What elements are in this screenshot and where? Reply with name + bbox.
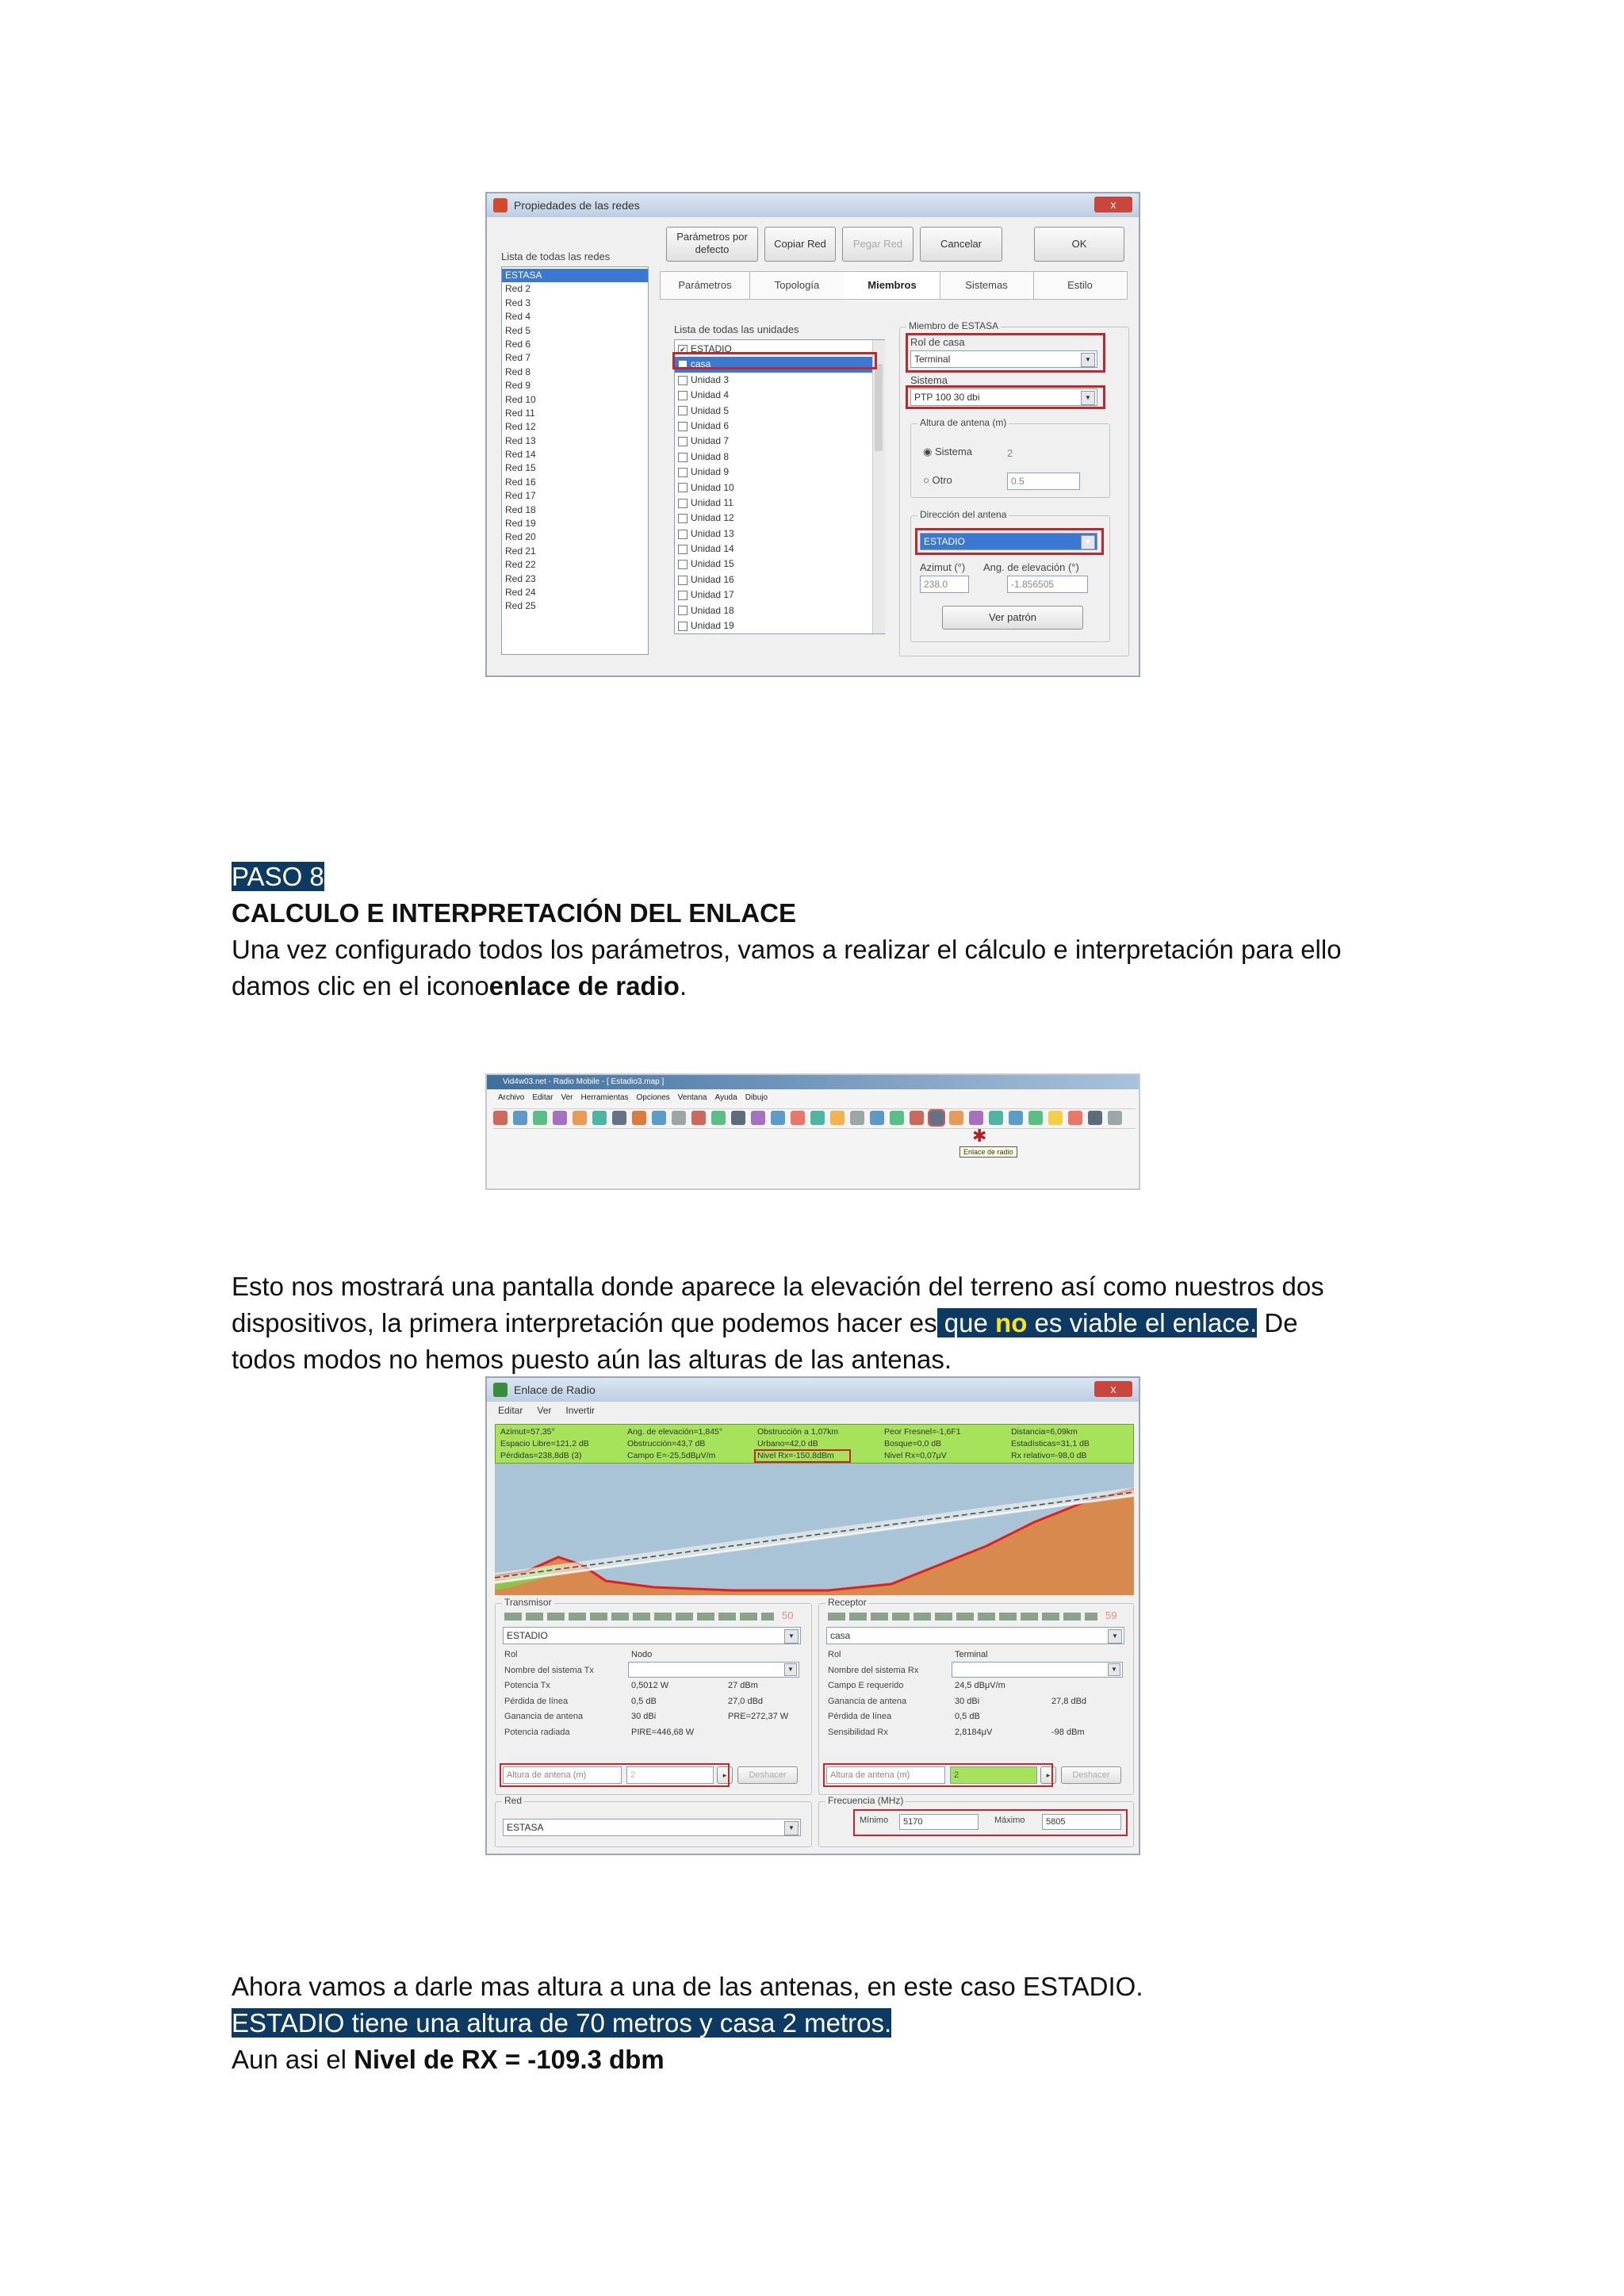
network-list-item[interactable]: Red 23 [505, 572, 536, 584]
toolbar-icon[interactable] [791, 1111, 805, 1125]
stat-value: Obstrucción a 1,07km [757, 1427, 839, 1437]
link-menu-item-1[interactable]: Ver [537, 1405, 552, 1416]
property-label: Ganancia de antena [828, 1696, 907, 1706]
stat-value: Distancia=6,09km [1011, 1427, 1078, 1437]
checkbox[interactable]: ✔ [678, 345, 688, 354]
unit-label: Unidad 8 [691, 450, 730, 462]
toolbar-title-bar [487, 1075, 1139, 1089]
stats-column-4 [884, 1426, 961, 1462]
property-value: Nodo [631, 1650, 653, 1659]
app-icon [493, 198, 508, 212]
network-list-item[interactable]: Red 19 [505, 518, 536, 530]
unit-list-item[interactable] [675, 496, 884, 511]
window-title-bar [487, 193, 1139, 217]
toolbar-icon[interactable] [949, 1111, 963, 1125]
highlight-role [906, 333, 1105, 373]
menu-item-4[interactable]: Opciones [636, 1093, 670, 1102]
paragraph-3-line-2: ESTADIO tiene una altura de 70 metros y casa 2 metros. [232, 2008, 892, 2038]
unit-list-item[interactable] [675, 572, 884, 587]
property-label: Rol [828, 1650, 841, 1659]
toolbar-icon[interactable] [929, 1111, 944, 1125]
property-row [826, 1709, 1128, 1725]
unit-list-item[interactable] [675, 388, 884, 403]
view-pattern-button[interactable]: Ver patrón [942, 606, 1083, 629]
rx-signal-meter [828, 1613, 1097, 1621]
network-list-item[interactable]: Red 11 [505, 407, 535, 419]
chevron-down-icon: ▼ [1081, 391, 1095, 405]
network-list-item[interactable]: Red 5 [505, 324, 531, 336]
azimuth-label: Azimut (°) [920, 561, 966, 573]
menu-item-2[interactable]: Ver [561, 1093, 573, 1102]
paragraph-2-line-3: todos modos no hemos puesto aún las alturas de las antenas. [232, 1345, 952, 1374]
checkbox[interactable] [678, 591, 688, 600]
tab-systems[interactable]: Sistemas [940, 272, 1034, 299]
unit-list-item[interactable] [675, 603, 884, 618]
toolbar-icon[interactable] [632, 1111, 646, 1125]
tab-style[interactable]: Estilo [1067, 279, 1093, 291]
highlight-system [906, 385, 1105, 409]
unit-list-item[interactable] [675, 587, 884, 603]
property-label: Rol [504, 1650, 518, 1659]
property-extra: 27 dBm [728, 1681, 758, 1690]
unit-label: Unidad 19 [691, 620, 734, 632]
property-value: 24,5 dBμV/m [955, 1681, 1005, 1690]
stats-column-1 [500, 1426, 589, 1462]
highlight-tx-height [500, 1763, 730, 1787]
tab-parameters[interactable]: Parámetros [661, 272, 750, 299]
checkbox[interactable]: ✔ [678, 360, 688, 369]
menu-item-1[interactable]: Editar [532, 1093, 553, 1102]
toolbar-icon[interactable] [672, 1111, 686, 1125]
checkbox[interactable] [678, 606, 688, 615]
ok-button[interactable]: OK [1034, 227, 1124, 262]
property-row [826, 1678, 1128, 1694]
network-list-item[interactable]: Red 12 [505, 421, 536, 433]
radio-mobile-toolbar-window [485, 1073, 1140, 1190]
paragraph-3-line-1: Ahora vamos a darle mas altura a una de las antenas, en este caso ESTADIO. [232, 1972, 1143, 2001]
system-select[interactable]: PTP 100 30 dbi ▼ [910, 388, 1097, 406]
network-list-item[interactable]: Red 10 [505, 393, 536, 405]
network-list-item[interactable]: ESTASA [502, 269, 648, 282]
toolbar-icon[interactable] [652, 1111, 666, 1125]
units-scrollbar[interactable] [872, 340, 885, 633]
tab-strip [660, 271, 1128, 300]
checkbox[interactable] [678, 560, 688, 569]
network-list-item[interactable]: Red 9 [505, 380, 531, 392]
property-label: Sensibilidad Rx [828, 1727, 888, 1737]
property-row [503, 1678, 804, 1694]
network-list-item[interactable]: Red 2 [505, 283, 531, 295]
highlight-rx-height [823, 1763, 1053, 1787]
elevation-field: -1.856505 [1007, 576, 1088, 593]
checkbox[interactable] [678, 437, 688, 446]
link-menu-bar [498, 1403, 609, 1418]
toolbar-icon[interactable] [1088, 1111, 1102, 1125]
toolbar-icon[interactable] [592, 1111, 607, 1125]
stat-value: Estadísticas=31,1 dB [1011, 1439, 1090, 1448]
checkbox[interactable] [678, 453, 688, 462]
property-row [503, 1694, 804, 1710]
unit-label: Unidad 9 [691, 466, 730, 478]
menu-item-7[interactable]: Dibujo [745, 1093, 768, 1102]
tx-height-label: Altura de antena (m) [503, 1766, 622, 1784]
toolbar-icon[interactable] [830, 1111, 845, 1125]
checkbox[interactable] [678, 468, 688, 477]
step-label: PASO 8 [232, 862, 324, 891]
stat-value: Espacio Libre=121,2 dB [500, 1439, 589, 1448]
property-row [826, 1647, 1128, 1663]
unit-label: Unidad 11 [691, 496, 733, 508]
paste-network-button[interactable]: Pegar Red [842, 227, 914, 262]
chevron-down-icon: ▼ [784, 1663, 797, 1676]
toolbar-icon[interactable] [910, 1111, 924, 1125]
unit-label: Unidad 13 [691, 527, 734, 539]
checkbox[interactable] [678, 422, 688, 431]
network-list-item[interactable]: Red 7 [505, 352, 531, 364]
property-label: Campo E requerido [828, 1681, 904, 1690]
checkbox[interactable] [678, 376, 688, 385]
property-value: 2,8184μV [955, 1727, 993, 1737]
stat-value: Obstrucción=43,7 dB [627, 1439, 706, 1448]
property-value: Terminal [955, 1650, 988, 1659]
property-value: 0,5 dB [631, 1696, 657, 1706]
menu-item-3[interactable]: Herramientas [580, 1093, 629, 1102]
unit-list-item[interactable] [675, 618, 884, 633]
network-list[interactable] [501, 266, 649, 655]
stat-value: Pérdidas=238,8dB (3) [500, 1451, 582, 1460]
checkbox[interactable] [678, 530, 688, 539]
unit-label: Unidad 18 [691, 604, 734, 616]
rx-unit-select[interactable]: casa ▼ [826, 1627, 1124, 1644]
transmitter-label: Transmisor [502, 1597, 554, 1608]
property-value: 30 dBi [631, 1712, 657, 1721]
toolbar-icon[interactable] [771, 1111, 785, 1125]
scrollbar-thumb[interactable] [875, 364, 883, 451]
toolbar-icon[interactable] [533, 1111, 547, 1125]
property-row [503, 1647, 804, 1663]
network-list-item[interactable]: Red 24 [505, 586, 536, 598]
unit-list-item[interactable] [675, 373, 884, 388]
network-list-item[interactable]: Red 22 [505, 559, 536, 571]
unit-label: Unidad 12 [691, 512, 734, 524]
other-height-input[interactable]: 0.5 [1007, 473, 1080, 490]
role-select[interactable]: Terminal ▼ [910, 350, 1097, 368]
unit-list-item[interactable] [675, 465, 884, 480]
system-label: Sistema [910, 374, 948, 386]
tab-topology[interactable]: Topología [749, 272, 845, 299]
unit-label: Unidad 15 [691, 558, 734, 570]
tx-meter-value: 50 [782, 1609, 794, 1621]
network-list-item[interactable]: Red 21 [505, 545, 536, 557]
paragraph-2-line-2: dispositivos, la primera interpretación que podemos hacer es que no es viable el enlace. De [232, 1308, 1298, 1337]
rx-meter-value: 59 [1105, 1609, 1117, 1621]
toolbar-icon[interactable] [612, 1111, 626, 1125]
unit-label: Unidad 17 [691, 589, 734, 601]
network-list-item[interactable]: Red 8 [505, 365, 531, 377]
member-group-label: Miembro de ESTASA [906, 320, 1001, 331]
property-extra: 27,0 dBd [728, 1696, 764, 1706]
menu-item-6[interactable]: Ayuda [714, 1093, 737, 1102]
network-list-item[interactable]: Red 20 [505, 531, 536, 543]
toolbar-icon[interactable] [969, 1111, 983, 1125]
tx-height-spinner[interactable]: ▸ [717, 1766, 733, 1784]
property-extra: PRE=272,37 W [728, 1712, 789, 1721]
toolbar-icon[interactable] [1068, 1111, 1082, 1125]
unit-label: Unidad 6 [691, 419, 730, 431]
chevron-down-icon: ▼ [1108, 1663, 1120, 1676]
network-list-item[interactable]: Red 4 [505, 311, 531, 323]
direction-select[interactable]: ESTADIO ▼ [920, 533, 1097, 550]
unit-list-item[interactable] [675, 511, 884, 526]
chevron-down-icon: ▼ [784, 1821, 799, 1835]
link-stats-panel [495, 1424, 1134, 1464]
tx-system-select-frame[interactable] [628, 1662, 799, 1678]
stat-value: Campo E=-25,5dBμV/m [627, 1451, 716, 1460]
highlight-rx-level [754, 1449, 851, 1463]
paragraph-1-line-2: damos clic en el iconoenlace de radio. [232, 971, 688, 1001]
property-extra: -98 dBm [1051, 1727, 1085, 1737]
network-list-item[interactable]: Red 25 [505, 600, 536, 612]
property-row [503, 1709, 804, 1725]
network-properties-window [485, 192, 1140, 677]
tx-unit-select[interactable]: ESTADIO ▼ [503, 1627, 801, 1644]
stat-value: Azimut=57,35° [500, 1427, 555, 1437]
radio-system[interactable]: ◉ Sistema [923, 446, 972, 457]
terrain-profile [495, 1464, 1134, 1595]
property-value: 0,5 dB [955, 1712, 980, 1721]
network-list-item[interactable]: Red 6 [505, 338, 531, 350]
toolbar-icon[interactable] [751, 1111, 765, 1125]
unit-label: Unidad 16 [691, 573, 734, 585]
toolbar-icon[interactable] [1048, 1111, 1063, 1125]
unit-label: Unidad 4 [691, 389, 730, 401]
freq-min-field[interactable]: 5170 [899, 1814, 979, 1830]
toolbar-icon[interactable] [711, 1111, 726, 1125]
window-title: Propiedades de las redes [514, 199, 640, 212]
link-menu-item-0[interactable]: Editar [498, 1405, 523, 1416]
receiver-label: Receptor [825, 1597, 869, 1608]
rx-height-spinner[interactable]: ▸ [1040, 1766, 1056, 1784]
toolbar-icon[interactable] [1028, 1111, 1043, 1125]
radio-other[interactable]: ○ Otro [923, 474, 952, 486]
toolbar-icon-row [493, 1108, 1136, 1129]
unit-list-item[interactable] [675, 541, 884, 557]
paragraph-2-line-1: Esto nos mostrará una pantalla donde aparece la elevación del terreno así como nuestros dos [232, 1272, 1324, 1301]
height-group-label: Altura de antena (m) [917, 417, 1009, 428]
property-row [826, 1694, 1128, 1710]
toolbar-icon[interactable] [553, 1111, 567, 1125]
rx-system-select-frame[interactable] [952, 1662, 1123, 1678]
checkbox[interactable] [678, 545, 688, 554]
elevation-label: Ang. de elevación (°) [983, 561, 1079, 573]
stat-value: Peor Fresnel=-1,6F1 [884, 1427, 961, 1437]
unit-list-item[interactable] [675, 526, 884, 541]
unit-label: casa [691, 358, 711, 370]
unit-label: Unidad 10 [691, 481, 734, 493]
chevron-down-icon: ▼ [784, 1629, 799, 1644]
rx-height-field[interactable]: 2 [950, 1766, 1037, 1784]
toolbar-icon[interactable] [573, 1111, 587, 1125]
freq-min-label: Mínimo [860, 1816, 889, 1825]
close-button[interactable]: x [1094, 1381, 1132, 1397]
property-label: Pérdida de línea [504, 1696, 569, 1706]
cursor-icon: ✱ [972, 1126, 987, 1146]
stats-column-2 [627, 1426, 722, 1462]
unit-list-item[interactable] [675, 434, 884, 449]
unit-list-item[interactable] [675, 404, 884, 419]
toolbar-icon[interactable] [731, 1111, 745, 1125]
property-label: Nombre del sistema Tx [504, 1665, 594, 1675]
stat-value: Ang. de elevación=1,845° [627, 1427, 723, 1437]
stat-value: Nivel Rx=0,07μV [884, 1451, 947, 1460]
network-list-item[interactable]: Red 3 [505, 297, 531, 308]
system-height-value: 2 [1007, 447, 1013, 459]
link-menu-item-2[interactable]: Invertir [565, 1405, 596, 1416]
property-value: 30 dBi [955, 1696, 980, 1706]
unit-list-item[interactable] [675, 419, 884, 434]
azimuth-field: 238.0 [920, 576, 969, 593]
unit-label: Unidad 7 [691, 435, 730, 447]
highlight-casa-row [672, 352, 877, 369]
property-value: PIRE=446,68 W [631, 1727, 695, 1737]
checkbox[interactable] [678, 391, 688, 400]
rx-undo-button[interactable]: Deshacer [1061, 1766, 1121, 1784]
units-list-label: Lista de todas las unidades [674, 323, 799, 335]
highlight-direction [915, 528, 1104, 555]
cancel-button[interactable]: Cancelar [920, 227, 1002, 262]
frequency-group-label: Frecuencia (MHz) [825, 1795, 906, 1806]
stat-value: Bosque=0,0 dB [884, 1439, 942, 1448]
unit-list-item[interactable] [675, 480, 884, 496]
unit-list-item[interactable] [675, 557, 884, 572]
units-list[interactable] [674, 339, 885, 634]
radio-link-tooltip: Enlace de radio [959, 1146, 1017, 1158]
tx-signal-meter [504, 1613, 774, 1621]
link-title-bar [487, 1378, 1139, 1402]
unit-label: Unidad 14 [691, 543, 734, 555]
stats-column-5 [1011, 1426, 1090, 1462]
chevron-down-icon: ▼ [1108, 1629, 1122, 1644]
toolbar-icon[interactable] [870, 1111, 884, 1125]
paragraph-1-line-1: Una vez configurado todos los parámetros, vamos a realizar el cálculo e interpretación para ello [232, 935, 1342, 964]
network-list-item[interactable]: Red 14 [505, 449, 536, 461]
property-row [826, 1725, 1128, 1741]
property-label: Ganancia de antena [504, 1712, 584, 1721]
unit-label: ESTADIO [691, 343, 732, 354]
network-list-item[interactable]: Red 18 [505, 503, 536, 515]
property-label: Pérdida de línea [828, 1712, 892, 1721]
stat-value: Rx relativo=-98,0 dB [1011, 1451, 1087, 1460]
property-value: 0,5012 W [631, 1681, 669, 1690]
highlight-frequency [853, 1809, 1128, 1836]
property-extra: 27,8 dBd [1051, 1696, 1087, 1706]
network-list-item[interactable]: Red 16 [505, 476, 536, 488]
tab-members[interactable]: Miembros [845, 272, 940, 299]
chevron-down-icon: ▼ [1081, 535, 1095, 549]
app-icon [493, 1383, 508, 1397]
toolbar-icon[interactable] [1009, 1111, 1023, 1125]
property-row [503, 1725, 804, 1741]
toolbar-icon[interactable] [493, 1111, 508, 1125]
checkbox[interactable] [678, 499, 688, 508]
tx-height-field[interactable]: 2 [626, 1766, 714, 1784]
radio-link-window [485, 1376, 1140, 1855]
network-list-label: Lista de todas las redes [501, 251, 611, 262]
step-heading: CALCULO E INTERPRETACIÓN DEL ENLACE [232, 898, 796, 928]
checkbox[interactable] [678, 514, 688, 523]
checkbox[interactable] [678, 576, 688, 585]
network-list-item[interactable]: Red 17 [505, 490, 536, 502]
role-label: Rol de casa [910, 336, 965, 348]
link-title: Enlace de Radio [514, 1383, 596, 1396]
network-select[interactable]: ESTASA ▼ [503, 1819, 801, 1836]
toolbar-icon[interactable] [691, 1111, 706, 1125]
toolbar-menu-bar [498, 1091, 776, 1105]
toolbar-icon[interactable] [850, 1111, 864, 1125]
tx-undo-button[interactable]: Deshacer [737, 1766, 798, 1784]
toolbar-icon[interactable] [810, 1111, 825, 1125]
copy-network-button[interactable]: Copiar Red [764, 227, 836, 262]
unit-label: Unidad 3 [691, 373, 730, 385]
checkbox[interactable] [678, 483, 688, 492]
network-list-item[interactable]: Red 15 [505, 462, 536, 474]
toolbar-icon[interactable] [513, 1111, 527, 1125]
property-label: Nombre del sistema Rx [828, 1665, 919, 1675]
toolbar-icon[interactable] [890, 1111, 904, 1125]
unit-label: Unidad 5 [691, 404, 730, 416]
toolbar-icon[interactable] [1108, 1111, 1122, 1125]
menu-item-0[interactable]: Archivo [498, 1093, 525, 1102]
checkbox[interactable] [678, 622, 688, 631]
toolbar-icon[interactable] [989, 1111, 1003, 1125]
stat-value: Urbano=42,0 dB [757, 1439, 818, 1448]
rx-height-label: Altura de antena (m) [826, 1766, 945, 1784]
stat-value: Nivel Rx=-150,8dBm [757, 1451, 834, 1460]
direction-group-label: Dirección del antena [917, 509, 1009, 520]
menu-item-5[interactable]: Ventana [677, 1093, 707, 1102]
defaults-button[interactable]: Parámetros por defecto [666, 227, 758, 262]
property-label: Potencia Tx [504, 1681, 550, 1690]
network-list-item[interactable]: Red 13 [505, 434, 536, 446]
freq-max-field[interactable]: 5805 [1042, 1814, 1121, 1830]
chevron-down-icon: ▼ [1081, 353, 1095, 367]
paragraph-3-line-3: Aun asi el Nivel de RX = -109.3 dbm [232, 2045, 665, 2074]
checkbox[interactable] [678, 406, 688, 415]
unit-list-item[interactable] [675, 450, 884, 465]
toolbar-title: Vid4w03.net - Radio Mobile - [ Estadio3.map ] [503, 1077, 665, 1086]
network-group-label: Red [502, 1795, 524, 1806]
freq-max-label: Máximo [994, 1816, 1025, 1825]
close-button[interactable]: x [1094, 197, 1132, 212]
property-label: Potencia radiada [504, 1727, 570, 1737]
